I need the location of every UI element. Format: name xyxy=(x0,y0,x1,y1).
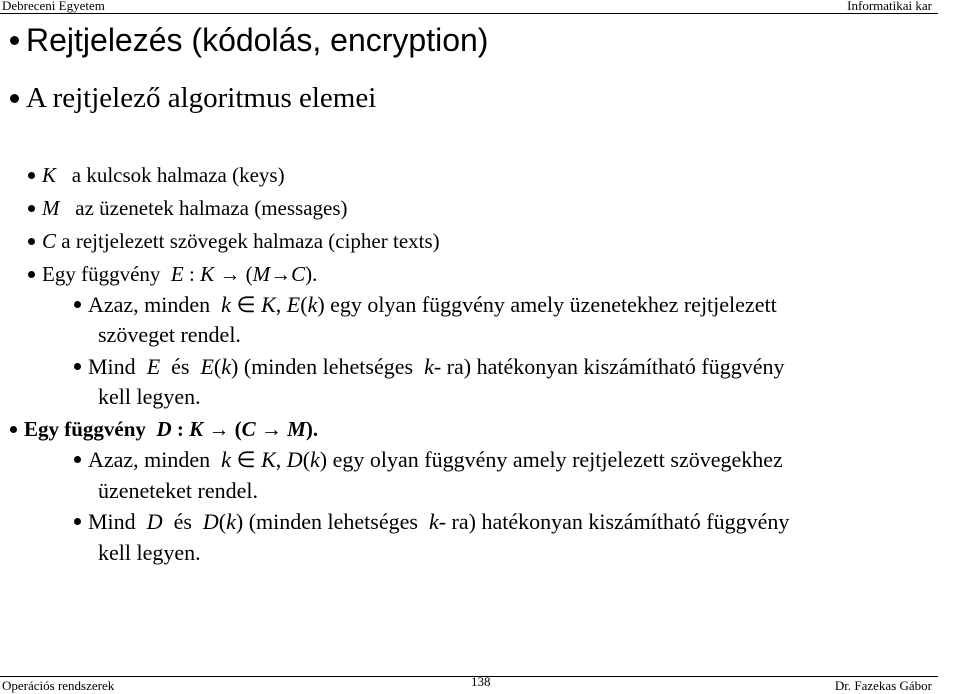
d-sub2-a: Mind xyxy=(88,509,136,534)
symbol-m: M xyxy=(42,196,60,220)
item-cipher-text: a rejtjelezett szövegek halmaza (cipher texts) xyxy=(61,229,440,253)
e-func-post: ). xyxy=(305,262,318,286)
slide-title-line xyxy=(10,22,488,59)
page-header xyxy=(0,0,960,13)
d-sub2-line1: Mind D és D(k) (minden lehetséges k- ra) hatékonyan kiszámítható függvény xyxy=(74,509,789,535)
page-number: 138 xyxy=(471,674,491,689)
e-sub1-rest: egy olyan függvény amely üzenetekhez rejtjelezett xyxy=(330,292,777,317)
d-sub1-line2: üzeneteket rendel. xyxy=(98,478,259,503)
e-sub2-line2: kell legyen. xyxy=(98,384,201,409)
d-sub1-pk: k xyxy=(310,447,320,472)
bullet-icon xyxy=(74,301,81,308)
subtitle: A rejtjelező algoritmus elemei xyxy=(26,82,377,114)
e-sub1-in: ∈ xyxy=(236,292,256,317)
bullet-icon xyxy=(28,238,35,245)
d-sub2-rest2: - ra) hatékonyan kiszámítható függvény xyxy=(438,509,790,534)
e-sub2-rest2: - ra) hatékonyan kiszámítható függvény xyxy=(433,354,785,379)
e-sub2-es: és xyxy=(171,354,190,379)
item-d-function xyxy=(10,417,318,442)
bullet-icon xyxy=(74,518,81,525)
bullet-icon xyxy=(28,271,35,278)
d-func-c: C xyxy=(241,417,256,441)
d-sub1-rest: egy olyan függvény amely rejtjelezett szövegekhez xyxy=(332,447,783,472)
e-sub2-a: Mind xyxy=(88,354,136,379)
footer-rule xyxy=(0,676,938,677)
e-sub1-e: E xyxy=(286,292,301,317)
e-sub1-comma: , xyxy=(275,292,282,317)
e-sub2-line1: Mind E és E(k) (minden lehetséges k- ra) hatékonyan kiszámítható függvény xyxy=(74,354,785,380)
d-sub2-d2: D xyxy=(202,509,219,534)
bullet-icon xyxy=(74,363,81,370)
d-sub2-k: k xyxy=(226,509,236,534)
e-sub1-line2: szöveget rendel. xyxy=(98,322,241,347)
header-rule xyxy=(0,13,938,14)
d-sub2-line2: kell legyen. xyxy=(98,540,201,565)
bullet-icon xyxy=(10,426,17,433)
bullet-icon xyxy=(10,36,19,45)
subtitle-line xyxy=(10,82,376,115)
e-sub1-line1: Azaz, minden k ∈ K, E(k) egy olyan függvény amely üzenetekhez rejtjelezett xyxy=(74,292,777,318)
e-func-colon: : xyxy=(183,262,201,286)
e-sub1-k: k xyxy=(221,292,231,317)
symbol-c: C xyxy=(42,229,57,253)
e-func-arrow: → ( xyxy=(214,262,253,286)
e-func-c: C xyxy=(291,262,306,286)
d-func-arrow2: → xyxy=(255,417,288,441)
bullet-icon xyxy=(28,205,35,212)
item-e-function xyxy=(28,262,317,287)
d-sub2-k2: k xyxy=(428,509,439,534)
d-func-m: M xyxy=(287,417,306,441)
d-func-k: K xyxy=(189,417,204,441)
d-sub1-a: Azaz, minden xyxy=(88,447,211,472)
footer-right: Dr. Fazekas Gábor xyxy=(834,678,932,693)
e-func-m: M xyxy=(252,262,271,286)
item-cipher xyxy=(28,229,440,254)
bullet-icon xyxy=(74,456,81,463)
d-sub2-rest1: (minden lehetséges xyxy=(248,509,418,534)
d-sub1-in: ∈ xyxy=(236,447,256,472)
e-func-k: K xyxy=(200,262,215,286)
d-func-colon: : xyxy=(171,417,190,441)
e-sub2-e: E xyxy=(146,354,161,379)
item-keys xyxy=(28,163,285,188)
footer-left: Operációs rendszerek xyxy=(2,678,115,693)
slide-title: Rejtjelezés (kódolás, encryption) xyxy=(26,22,489,58)
e-sub2-k: k xyxy=(221,354,232,379)
d-func-post: ). xyxy=(305,417,319,441)
symbol-k: K xyxy=(42,163,57,187)
bullet-icon xyxy=(28,172,35,179)
header-right: Informatikai kar xyxy=(847,0,932,13)
d-sub1-k: k xyxy=(221,447,231,472)
e-sub1-pk: k xyxy=(307,292,318,317)
item-keys-text: a kulcsok halmaza (keys) xyxy=(71,163,285,187)
e-func-arrow2: → xyxy=(270,262,292,286)
d-sub1-comma: , xyxy=(275,447,282,472)
e-func-pre: Egy függvény xyxy=(42,262,161,286)
d-func-arrow: → ( xyxy=(203,417,242,441)
e-sub1-a: Azaz, minden xyxy=(88,292,211,317)
e-sub2-e2: E xyxy=(200,354,214,379)
e-sub2-k2: k xyxy=(424,354,434,379)
d-func-d: D xyxy=(156,417,172,441)
bullet-icon xyxy=(10,94,19,103)
e-sub2-rest1: (minden lehetséges xyxy=(243,354,414,379)
item-messages-text: az üzenetek halmaza (messages) xyxy=(75,196,348,220)
e-sub1-kset: K xyxy=(261,292,276,317)
header-left: Debreceni Egyetem xyxy=(2,0,105,13)
d-sub1-line1: Azaz, minden k ∈ K, D(k) egy olyan függvény amely rejtjelezett szövegekhez xyxy=(74,447,783,473)
d-sub1-kset: K xyxy=(261,447,276,472)
d-sub2-d: D xyxy=(146,509,163,534)
d-sub2-es: és xyxy=(173,509,192,534)
d-sub1-d: D xyxy=(286,447,303,472)
d-func-pre: Egy függvény xyxy=(24,417,146,441)
item-messages xyxy=(28,196,348,221)
e-func-e: E xyxy=(170,262,184,286)
